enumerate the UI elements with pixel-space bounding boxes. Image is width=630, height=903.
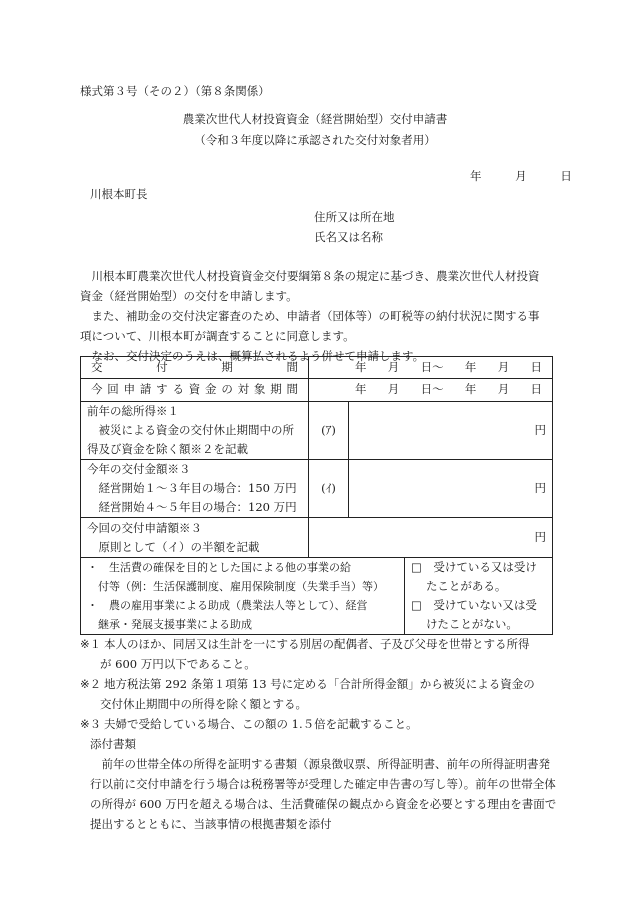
note-1: ※１ 本人のほか、同居又は生計を一にする別居の配偶者、子及び父母を世帯とする所得	[80, 637, 530, 651]
address-label: 住所又は所在地	[314, 210, 395, 224]
date-day: 日	[560, 169, 572, 183]
mark-i: (ｲ)	[309, 460, 349, 518]
grant-period-field[interactable]: 年 月 日～ 年 月 日	[309, 357, 553, 379]
application-amount-label: 今回の交付申請額※３ 原則として（イ）の半額を記載	[81, 518, 309, 558]
note-2: ※２ 地方税法第 292 条第１項第 13 号に定める「合計所得金額」から被災による資金の	[80, 677, 535, 691]
note-3: ※３ 夫婦で受給している場合、この額の 1.５倍を記載すること。	[80, 717, 418, 731]
application-amount-value[interactable]: 円	[309, 518, 553, 558]
grant-amount-label: 今年の交付金額※３ 経営開始１～３年目の場合：150 万円 経営開始４～５年目の場合：120 万円	[81, 460, 309, 518]
table-row-grant-amount	[81, 460, 553, 518]
grant-amount-value[interactable]: 円	[349, 460, 553, 518]
notes-section	[80, 634, 560, 834]
application-date	[470, 171, 572, 183]
table-row-target-period	[81, 379, 553, 402]
table-row-grant-period	[81, 357, 553, 379]
target-period-label: 今回申請する資金の対象期間	[81, 379, 309, 402]
addressee: 川根本町長	[90, 187, 148, 201]
document-title: 農業次世代人材投資資金（経営開始型）交付申請書	[182, 112, 448, 126]
support-checkboxes	[405, 558, 553, 635]
mark-a: (ｱ)	[309, 402, 349, 460]
other-support-label: ・ 生活費の確保を目的とした国による他の事業の給 付等（例：生活保護制度、雇用保険制度（失業手当）等） ・ 農の雇用事業による助成（農業法人等として）、経営 継承・発展支援事業による助成	[81, 558, 405, 635]
previous-income-label: 前年の総所得※１ 被災による資金の交付休止期間中の所 得及び資金を除く額※２を記載	[81, 402, 309, 460]
application-statement	[80, 266, 550, 366]
table-row-previous-income	[81, 402, 553, 460]
date-month: 月	[515, 169, 527, 183]
attachments-title: 添付書類	[90, 737, 136, 751]
name-label: 氏名又は名称	[314, 230, 383, 244]
application-table	[80, 356, 553, 635]
checkbox-not-received[interactable]: □ 受けていない又は受けたことがない。	[411, 598, 537, 631]
form-number: 様式第３号（その２）（第８条関係）	[80, 84, 270, 98]
table-row-application-amount	[81, 518, 553, 558]
table-row-other-support	[81, 558, 553, 635]
paragraph-2: また、補助金の交付決定審査のため、申請者（団体等）の町税等の納付状況に関する事項について、川根本町が調査することに同意します。	[80, 309, 540, 343]
attachments-body: 前年の世帯全体の所得を証明する書類（源泉徴収票、所得証明書、前年の所得証明書発行以前に交付申請を行う場合は税務署等が受理した確定申告書の写し等）。前年の世帯全体の所得が 600 万円を超える場合は、生活費確保の観点から資金を必要とする理由を書面で提出するとともに、当該事情の根拠書類を添付	[90, 757, 557, 831]
note-1-cont: が 600 万円以下であること。	[100, 657, 256, 671]
document-subtitle: （令和３年度以降に承認された交付対象者用）	[194, 133, 436, 147]
note-2-cont: 交付休止期間中の所得を除く額とする。	[100, 697, 307, 711]
grant-period-label: 交付期間	[81, 357, 309, 379]
target-period-field[interactable]: 年 月 日～ 年 月 日	[309, 379, 553, 402]
paragraph-3: なお、交付決定のうえは、概算払されるよう併せて申請します。	[91, 349, 425, 363]
previous-income-amount[interactable]: 円	[349, 402, 553, 460]
paragraph-1: 川根本町農業次世代人材投資資金交付要綱第８条の規定に基づき、農業次世代人材投資資金（経営開始型）の交付を申請します。	[80, 269, 540, 303]
checkbox-received[interactable]: □ 受けている又は受けたことがある。	[411, 560, 537, 593]
date-year: 年	[470, 169, 482, 183]
